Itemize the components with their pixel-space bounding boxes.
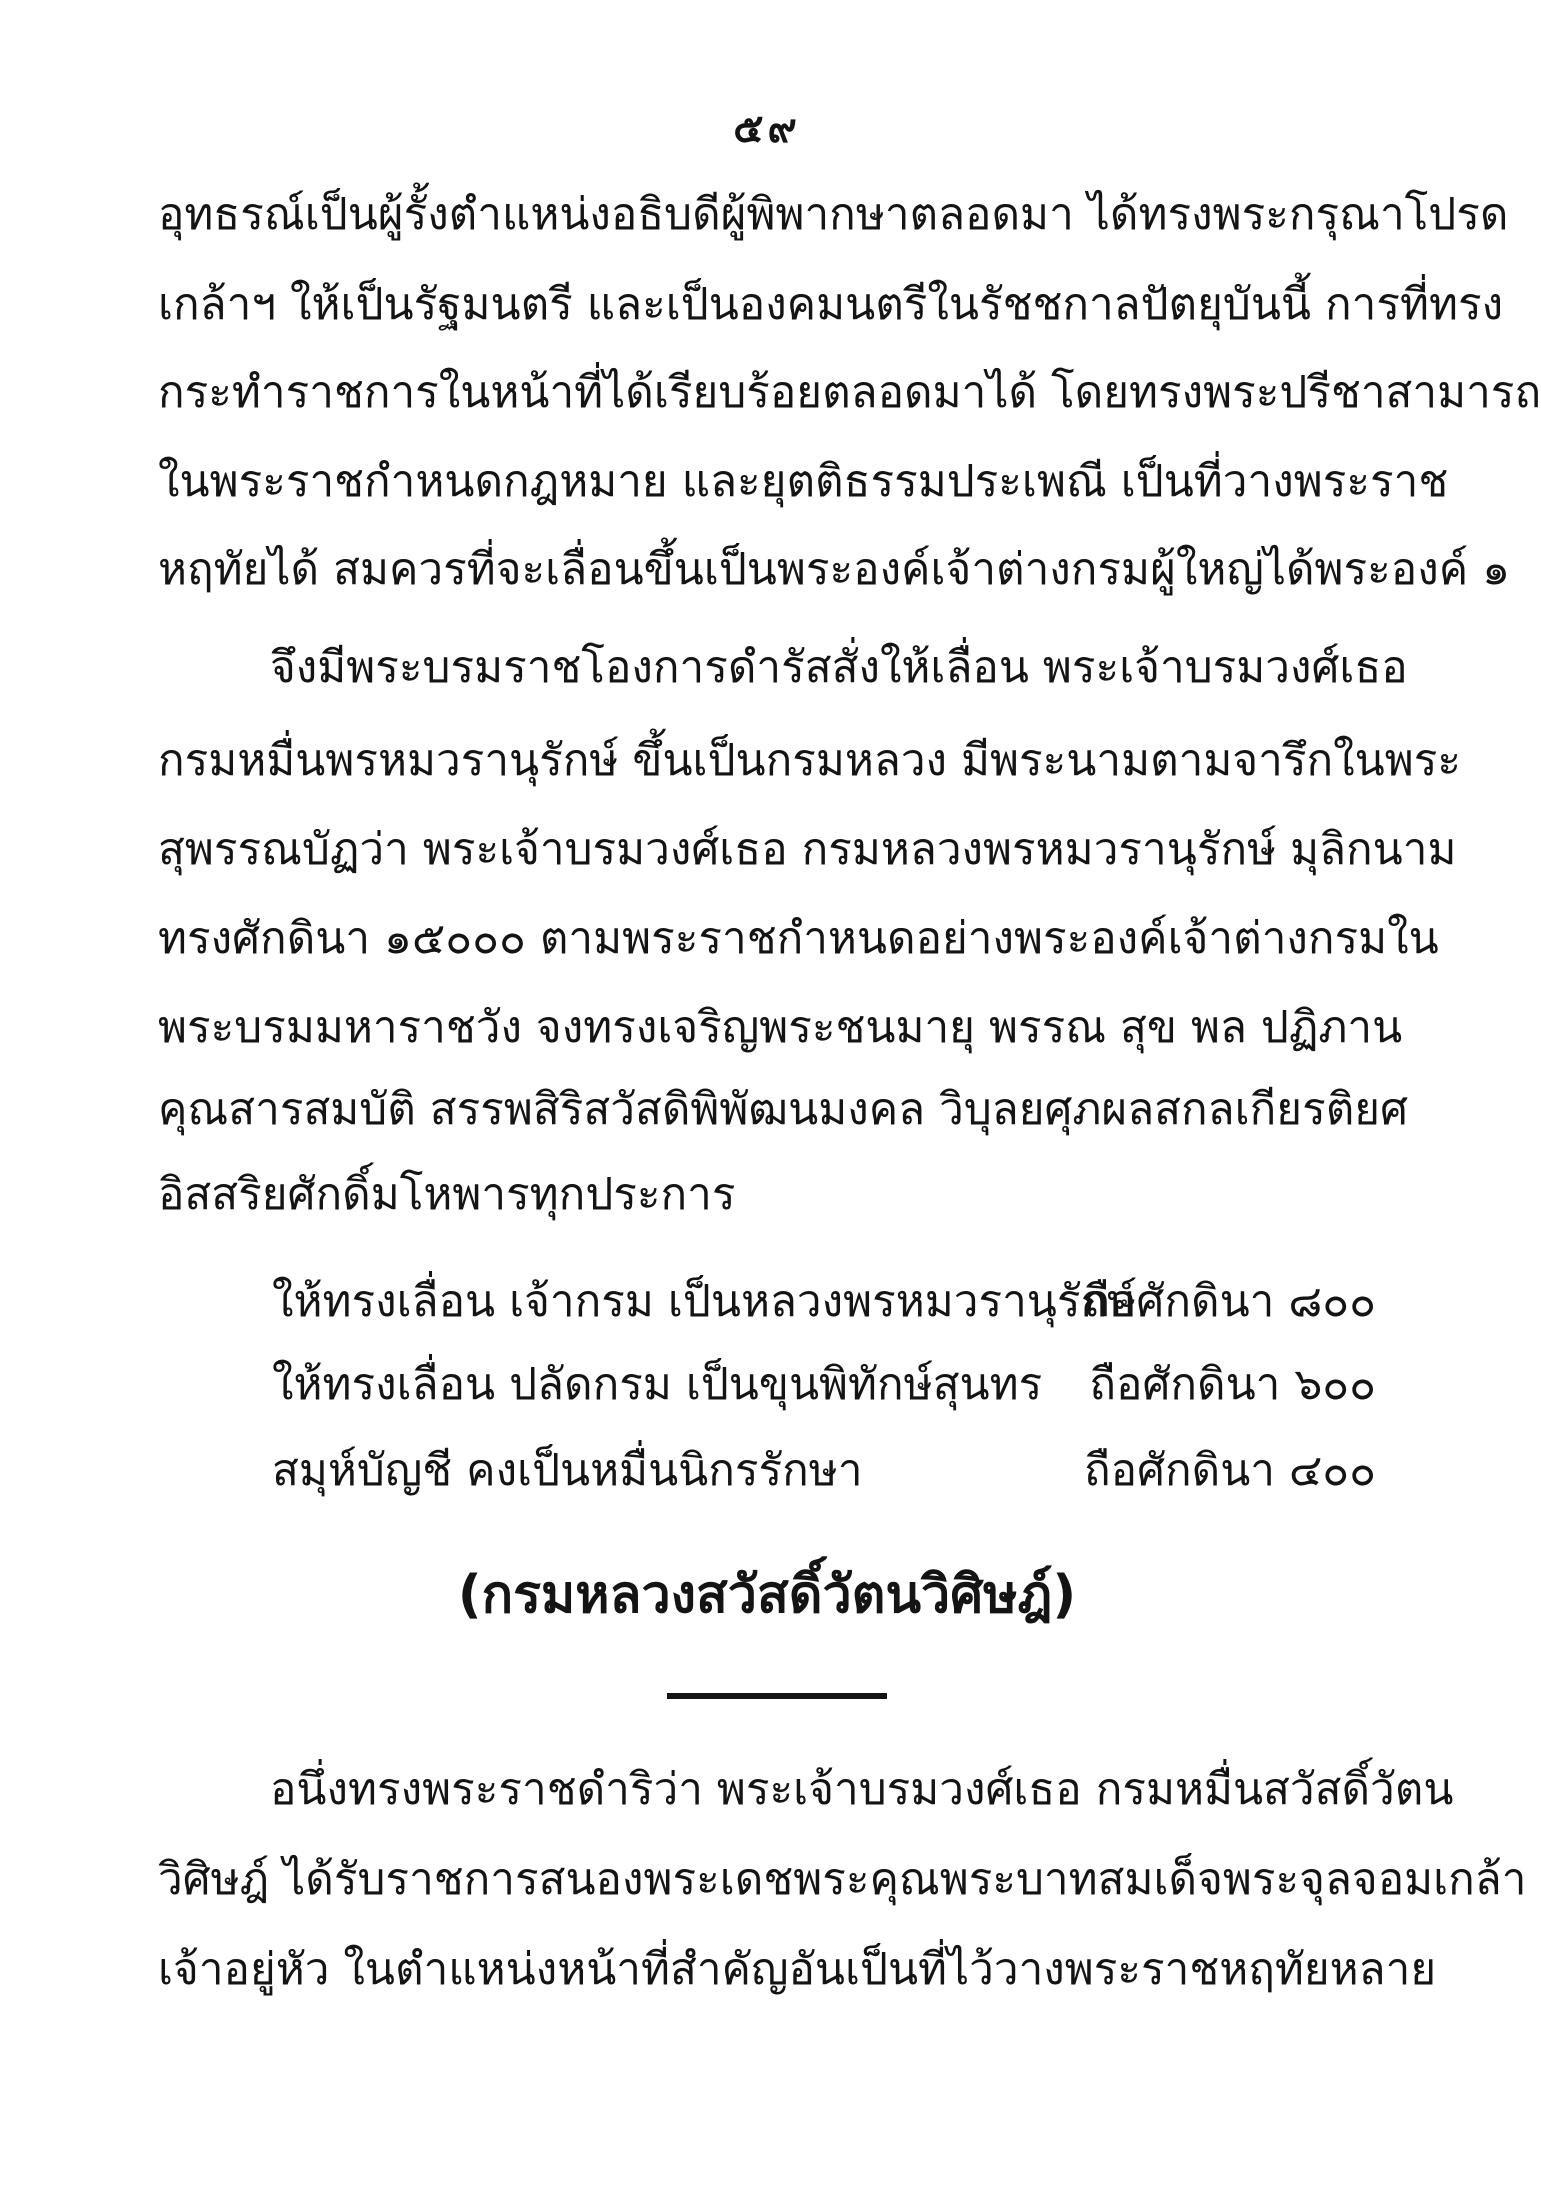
- text-line: ในพระราชกำหนดกฎหมาย และยุตติธรรมประเพณี เป็นที่วางพระราช: [158, 456, 1449, 507]
- text-line: จึงมีพระบรมราชโองการดำรัสสั่งให้เลื่อน พระเจ้าบรมวงศ์เธอ: [270, 642, 1408, 693]
- appointment-rank: ถือศักดินา ๖๐๐: [1089, 1359, 1376, 1410]
- appointment-rank: ถือศักดินา ๘๐๐: [1083, 1276, 1376, 1327]
- appointment-text: ให้ทรงเลื่อน เจ้ากรม เป็นหลวงพรหมวรานุรักษ์: [272, 1276, 1137, 1327]
- text-line: กรมหมื่นพรหมวรานุรักษ์ ขึ้นเป็นกรมหลวง มีพระนามตามจารึกในพระ: [158, 735, 1461, 786]
- text-line: พระบรมมหาราชวัง จงทรงเจริญพระชนมายุ พรรณ สุข พล ปฏิภาน: [158, 1002, 1403, 1053]
- appointment-entry: [272, 1441, 1376, 1501]
- text-line: กระทำราชการในหน้าที่ได้เรียบร้อยตลอดมาได้ โดยทรงพระปรีชาสามารถ: [158, 367, 1541, 418]
- text-line: คุณสารสมบัติ สรรพสิริสวัสดิพิพัฒนมงคล วิบุลยศุภผลสกลเกียรติยศ: [158, 1084, 1409, 1135]
- appointment-entry: [272, 1355, 1376, 1415]
- text-line: ทรงศักดินา ๑๕๐๐๐ ตามพระราชกำหนดอย่างพระองค์เจ้าต่างกรมใน: [158, 913, 1439, 964]
- heading-divider: [667, 1693, 887, 1699]
- section-heading: (กรมหลวงสวัสดิ์วัตนวิศิษฎ์): [457, 1565, 1077, 1625]
- text-line: เกล้าฯ ให้เป็นรัฐมนตรี และเป็นองคมนตรีในรัชชกาลปัตยุบันนี้ การที่ทรง: [158, 279, 1504, 330]
- appointment-text: ให้ทรงเลื่อน ปลัดกรม เป็นขุนพิทักษ์สุนทร: [272, 1359, 1043, 1410]
- text-line: อุทธรณ์เป็นผู้รั้งตำแหน่งอธิบดีผู้พิพากษาตลอดมา ได้ทรงพระกรุณาโปรด: [158, 189, 1509, 240]
- text-line: หฤทัยได้ สมควรที่จะเลื่อนขึ้นเป็นพระองค์เจ้าต่างกรมผู้ใหญ่ได้พระองค์ ๑: [158, 544, 1511, 595]
- page-number: ๕๙: [733, 106, 801, 152]
- appointment-rank: ถือศักดินา ๔๐๐: [1084, 1445, 1376, 1496]
- text-line: อนึ่งทรงพระราชดำริว่า พระเจ้าบรมวงศ์เธอ กรมหมื่นสวัสดิ์วัตน: [270, 1764, 1454, 1815]
- appointment-entry: [272, 1272, 1376, 1332]
- text-line: วิศิษฎ์ ได้รับราชการสนองพระเดชพระคุณพระบาทสมเด็จพระจุลจอมเกล้า: [158, 1854, 1527, 1905]
- text-line: อิสสริยศักดิ์มโหพารทุกประการ: [158, 1169, 736, 1220]
- text-line: สุพรรณบัฏว่า พระเจ้าบรมวงศ์เธอ กรมหลวงพรหมวรานุรักษ์ มุลิกนาม: [158, 824, 1457, 875]
- appointment-text: สมุห์บัญชี คงเป็นหมื่นนิกรรักษา: [272, 1445, 863, 1496]
- text-line: เจ้าอยู่หัว ในตำแหน่งหน้าที่สำคัญอันเป็นที่ไว้วางพระราชหฤทัยหลาย: [158, 1944, 1437, 1995]
